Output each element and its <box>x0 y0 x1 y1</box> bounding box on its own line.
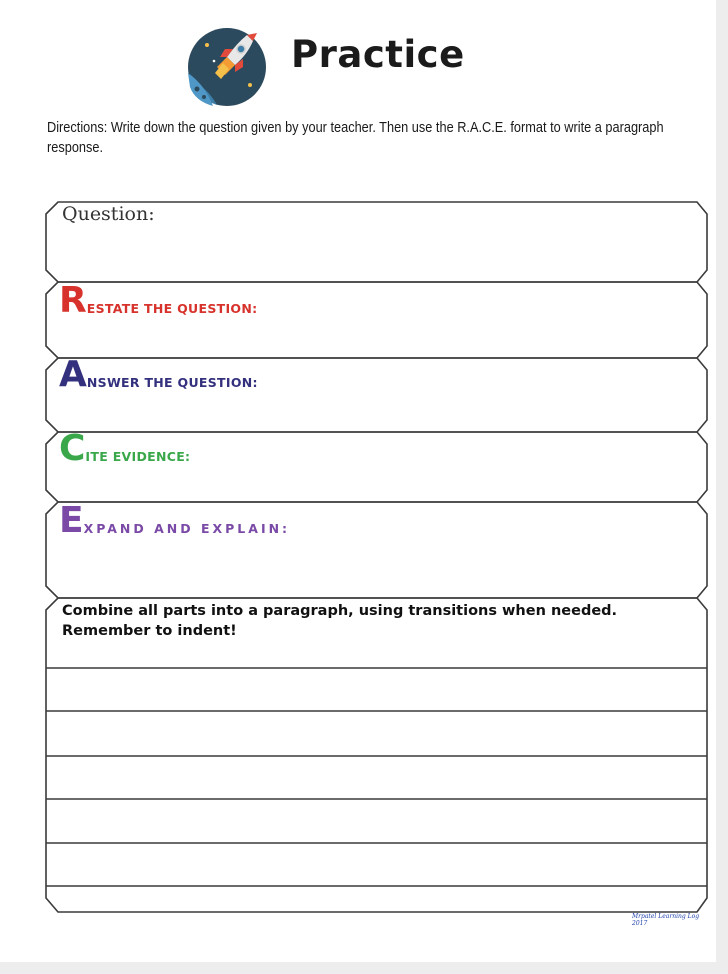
expand-label <box>59 500 291 541</box>
paragraph-instruction-line: Remember to indent! <box>62 623 237 639</box>
page-title: Practice <box>291 33 465 76</box>
expand-initial: E <box>59 500 84 541</box>
answer-initial: A <box>59 354 87 395</box>
cite-initial: C <box>59 428 86 469</box>
question-label: Question: <box>62 203 155 225</box>
answer-label <box>59 354 258 395</box>
cite-label <box>59 428 191 469</box>
expand-text: XPAND AND EXPLAIN: <box>83 521 291 536</box>
paragraph-instructions <box>62 601 702 641</box>
cite-text: ITE EVIDENCE: <box>85 449 191 464</box>
answer-text: NSWER THE QUESTION: <box>86 375 258 390</box>
restate-initial: R <box>59 280 87 321</box>
footer-credit: Mrpatel Learning Log 2017 <box>632 913 700 927</box>
restate-text: ESTATE THE QUESTION: <box>86 301 258 316</box>
paragraph-instruction-line: Combine all parts into a paragraph, using transitions when needed. <box>62 603 618 619</box>
restate-label <box>59 280 258 321</box>
directions-text: Directions: Write down the question given by your teacher. Then use the R.A.C.E. format to write a paragraph response. <box>47 120 664 156</box>
paragraph-box <box>46 598 707 912</box>
